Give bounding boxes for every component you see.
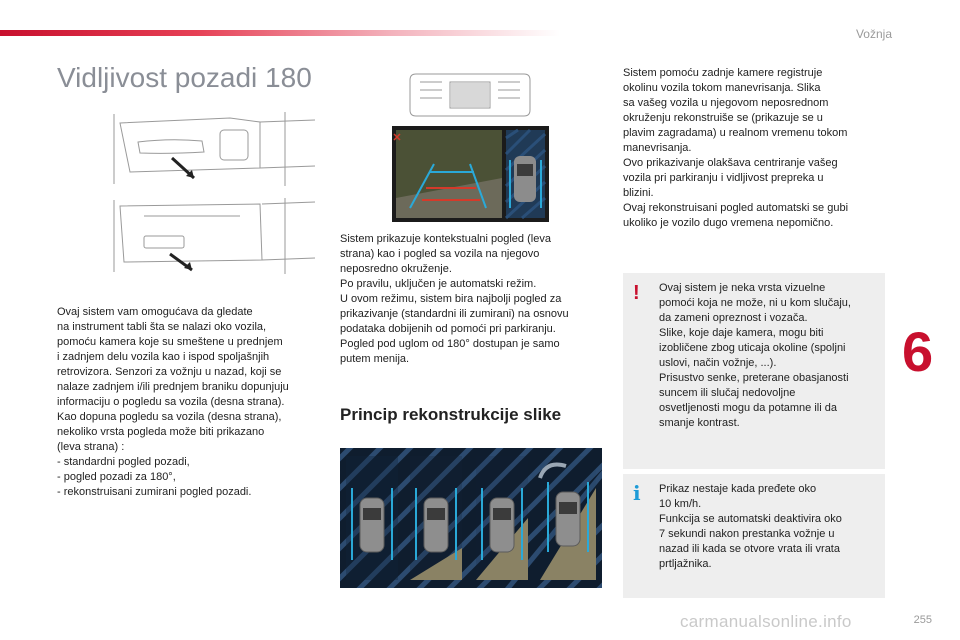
intro-paragraph: Ovaj sistem vam omogućava da gledate na instrument tabli šta se nalazi oko vozila, pomoću kamera koje su smeštene u prednjem i zadnjem delu vozila kao i ispod spoljašnjih retrovizora. Senzori za vožnju u nazad, koji se nalaze zadnjem i/ili prednjem braniku dopunjuju informaciju o pogledu sa vozila (desna strana). Kao dopuna pogledu sa vozila (desna strana), nekoliko vrsta pogleda može biti prikazano (leva strana) : - standardni pogled pozadi, - pogled pozadi za 180°, - rekonstruisani zumirani pogled pozadi. <box>57 306 289 498</box>
image-reconstruction-illustration <box>340 448 602 588</box>
warning-note <box>623 273 885 469</box>
warning-text: Ovaj sistem je neka vrsta vizuelne pomoći koja ne može, ni u kom slučaju, da zameni opreznost i vozača. Slike, koje daje kamera, mogu biti izobličene zbog uticaja okoline (spoljni uslovi, način vožnje, ...). Prisustvo senke, preterane obasjanosti suncem ili slučaj nedovoljne osvetljenosti mogu da potamne ili da smanje kontrast. <box>659 282 851 429</box>
info-text: Prikaz nestaje kada pređete oko 10 km/h. Funkcija se automatski deaktivira oko 7 sekundi nakon prestanka vožnje u nazad ili kada se otvore vrata ili vrata prtljažnika. <box>659 483 842 570</box>
header-accent-bar <box>0 30 560 36</box>
camera-system-paragraph: Sistem pomoću zadnje kamere registruje okolinu vozila tokom manevrisanja. Slika sa vašeg vozila u njegovom neposrednom okruženju rekonstruiše se (prikazuje se u plavim zagradama) u realnom vremenu tokom manevrisanja. Ovo prikazivanje olakšava centriranje vašeg vozila pri parkiranju i vidljivost prepreka u blizini. Ovaj rekonstruisani pogled automatski se gubi ukoliko je vozilo dugo vremena nepomično. <box>623 67 849 229</box>
rear-camera-location-illustration <box>110 108 320 188</box>
rear-camera-detail-illustration <box>110 196 320 276</box>
page-title: Vidljivost pozadi 180 <box>57 62 312 93</box>
exclamation-icon: ! <box>633 282 640 304</box>
section-subheading: Princip rekonstrukcije slike <box>340 405 562 424</box>
contextual-view-paragraph: Sistem prikazuje kontekstualni pogled (leva strana) kao i pogled sa vozila na njegovo neposredno okruženje. Po pravilu, uključen je automatski režim. U ovom režimu, sistem bira najbolji pogled za prikazivanje (standardni ili zumirani) na osnovu podataka dobijenih od pomoći pri parkiranju. Pogled pod uglom od 180° dostupan je samo putem menija. <box>340 233 569 365</box>
chapter-number: 6 <box>902 320 934 383</box>
dashboard-camera-screen-illustration <box>390 68 550 228</box>
page-number: 255 <box>913 614 932 626</box>
section-label: Vožnja <box>855 27 892 41</box>
watermark: carmanualsonline.info <box>680 612 852 631</box>
info-note <box>623 474 885 598</box>
info-icon: i <box>633 481 641 505</box>
